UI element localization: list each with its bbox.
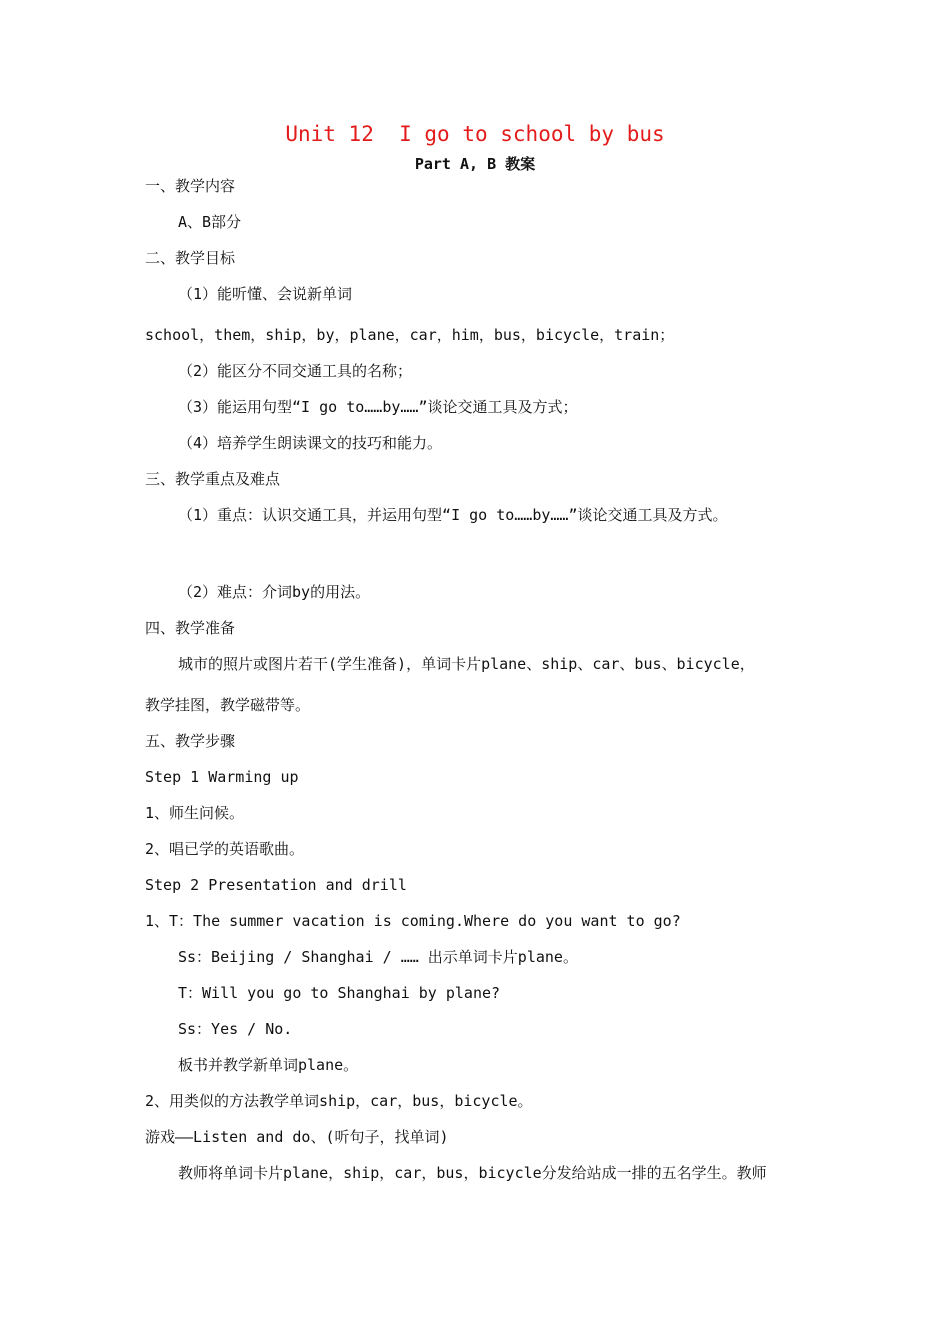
paragraph-line: （2）能区分不同交通工具的名称； — [178, 362, 413, 380]
paragraph-line: （1）能听懂、会说新单词 — [178, 285, 353, 303]
paragraph-line: 2、用类似的方法教学单词ship，car，bus，bicycle。 — [145, 1092, 533, 1110]
paragraph-line: 城市的照片或图片若干(学生准备)，单词卡片plane、ship、car、bus、bicycle， — [178, 655, 755, 673]
section-heading-preparation: 四、教学准备 — [145, 619, 236, 637]
paragraph-line: （4）培养学生朗读课文的技巧和能力。 — [178, 434, 443, 452]
step-heading: Step 2 Presentation and drill — [145, 876, 407, 894]
step-heading: Step 1 Warming up — [145, 768, 299, 786]
paragraph-line: 2、唱已学的英语歌曲。 — [145, 840, 305, 858]
document-title: Unit 12 I go to school by bus — [285, 122, 665, 146]
paragraph-line: 1、T：The summer vacation is coming.Where do you want to go? — [145, 912, 681, 930]
paragraph-line: 教师将单词卡片plane，ship，car，bus，bicycle分发给站成一排的五名学生。教师 — [178, 1164, 767, 1182]
section-heading-content: 一、教学内容 — [145, 177, 236, 195]
vocabulary-line: school，them，ship，by，plane，car，him，bus，bicycle，train； — [145, 326, 675, 344]
paragraph-line: A、B部分 — [178, 213, 242, 231]
paragraph-line: Ss：Yes / No. — [178, 1020, 293, 1038]
paragraph-line: 1、师生问候。 — [145, 804, 245, 822]
section-heading-steps: 五、教学步骤 — [145, 732, 236, 750]
paragraph-line: （2）难点：介词by的用法。 — [178, 583, 371, 601]
section-heading-key-points: 三、教学重点及难点 — [145, 470, 281, 488]
paragraph-line: 板书并教学新单词plane。 — [178, 1056, 359, 1074]
paragraph-line: （1）重点：认识交通工具，并运用句型“I go to……by……”谈论交通工具及方式。 — [178, 506, 728, 524]
paragraph-line: 教学挂图，教学磁带等。 — [145, 696, 311, 714]
paragraph-line: （3）能运用句型“I go to……by……”谈论交通工具及方式； — [178, 398, 578, 416]
paragraph-line: T：Will you go to Shanghai by plane? — [178, 984, 501, 1002]
paragraph-line: Ss：Beijing / Shanghai / …… 出示单词卡片plane。 — [178, 948, 578, 966]
section-heading-objectives: 二、教学目标 — [145, 249, 236, 267]
document-subtitle: Part A, B 教案 — [414, 155, 536, 173]
paragraph-line: 游戏——Listen and do、(听句子，找单词) — [145, 1128, 449, 1146]
